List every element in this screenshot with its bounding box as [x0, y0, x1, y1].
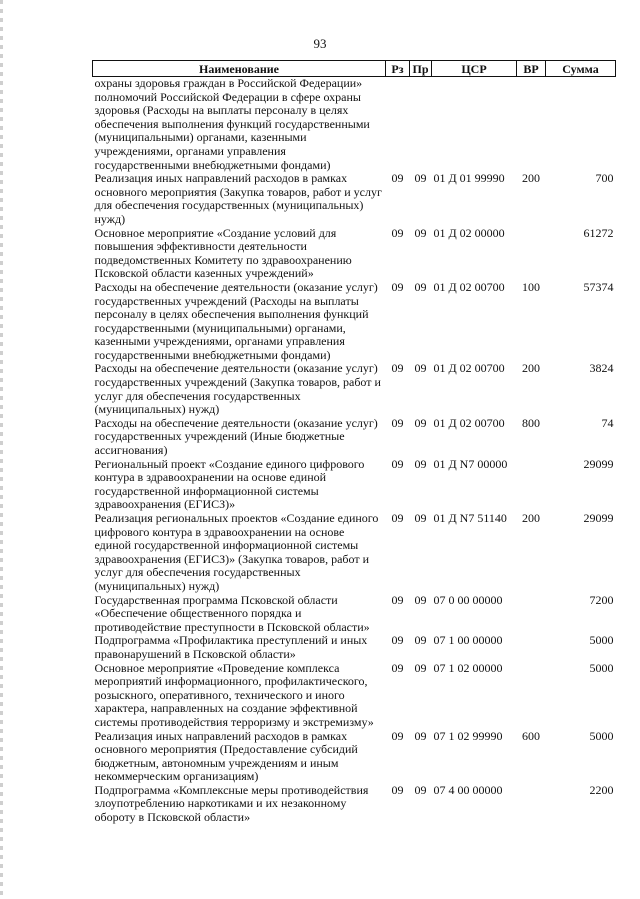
row-vr: 200: [522, 511, 540, 525]
row-csr: [432, 77, 517, 173]
row-vr: [517, 784, 546, 825]
row-csr: 07 1 02 99990: [433, 728, 503, 743]
row-rz: 09: [391, 728, 404, 743]
header-name: Наименование: [93, 61, 386, 77]
row-sum: 2200: [589, 782, 614, 797]
row-name: Расходы на обеспечение деятельности (оказание услуг) государственных учреждений (Расходы на выплаты персоналу в целях обеспечения выполнения функций государственными (муниципальными) органами, казенными учреждениями, органами управления государственными внебюджетными фондами): [94, 279, 378, 362]
row-pr: 09: [414, 415, 427, 430]
row-name: Реализация иных направлений расходов в рамках основного мероприятия (Предоставление субсидий бюджетным, автономным учреждениям и иным некоммерческим организациям): [94, 728, 358, 784]
row-vr: 800: [522, 415, 540, 430]
row-rz: 09: [391, 456, 404, 471]
row-sum: 74: [601, 415, 614, 430]
row-csr: 07 1 02 00000: [433, 660, 503, 675]
row-vr: [517, 594, 546, 635]
header-sum: Сумма: [546, 61, 616, 77]
row-vr: 600: [522, 728, 540, 743]
row-sum: 29099: [583, 456, 614, 471]
table-row: [93, 227, 616, 281]
row-name: Основное мероприятие «Создание условий для повышения эффективности деятельности подведомственных Комитету по здравоохранению Псковской области казенных учреждений»: [94, 225, 352, 281]
table-row: [93, 417, 616, 458]
row-rz: 09: [391, 361, 404, 376]
row-sum: 29099: [583, 511, 614, 525]
row-vr: [517, 227, 546, 281]
row-vr: [517, 458, 546, 512]
row-pr: 09: [414, 279, 427, 294]
row-rz: 09: [391, 511, 404, 525]
row-sum: [546, 77, 616, 173]
row-rz: 09: [391, 279, 404, 294]
row-rz: 09: [391, 225, 404, 240]
row-vr: 100: [522, 279, 540, 294]
row-pr: 09: [414, 592, 427, 607]
row-csr: 01 Д N7 51140: [433, 511, 507, 525]
row-csr: 01 Д N7 00000: [433, 456, 508, 471]
row-sum: 3824: [589, 361, 614, 376]
row-rz: [386, 77, 410, 173]
row-vr: [517, 634, 546, 661]
row-name: Подпрограмма «Комплексные меры противодействия злоупотреблению наркотиками и их незаконному обороту в Псковской области»: [94, 782, 369, 825]
table-row: [93, 730, 616, 784]
row-name: охраны здоровья граждан в Российской Федерации» полномочий Российской Федерации в сфере охраны здоровья (Расходы на выплаты персоналу в целях обеспечения выполнения функций государственными (муниципальными) органами, казенными учреждениями, органами управления государственными внебюджетными фондами): [94, 76, 370, 172]
row-name: Реализация региональных проектов «Создание единого цифрового контура в здравоохранении на основе единой государственной информационной системы здравоохранения (ЕГИСЗ)» (Закупка товаров, работ и услуг для обеспечения государственных (муниципальных) нужд): [94, 511, 379, 593]
row-name: Государственная программа Псковской области «Обеспечение общественного порядка и противодействие преступности в Псковской области»: [94, 592, 370, 634]
budget-table: [92, 60, 616, 825]
table-row: [93, 634, 616, 661]
table-row: [93, 172, 616, 226]
row-vr: 200: [522, 171, 540, 186]
row-rz: 09: [391, 633, 404, 648]
row-csr: 07 1 00 00000: [433, 633, 503, 648]
header-csr: ЦСР: [432, 61, 517, 77]
row-pr: 09: [414, 361, 427, 376]
row-rz: 09: [391, 782, 404, 797]
row-name: Региональный проект «Создание единого цифрового контура в здравоохранении на основе единой государственной информационной системы здравоохранения (ЕГИСЗ)»: [94, 456, 365, 512]
row-pr: 09: [414, 511, 427, 525]
row-sum: 5000: [589, 728, 614, 743]
header-pr: Пр: [410, 61, 432, 77]
row-csr: 01 Д 01 99990: [433, 171, 505, 186]
table-row: [93, 281, 616, 363]
row-rz: 09: [391, 415, 404, 430]
row-name: Подпрограмма «Профилактика преступлений и иных правонарушений в Псковской области»: [94, 633, 368, 661]
header-vr: ВР: [517, 61, 546, 77]
row-csr: 07 4 00 00000: [433, 782, 503, 797]
row-name: Расходы на обеспечение деятельности (оказание услуг) государственных учреждений (Иные бюджетные ассигнования): [94, 415, 378, 458]
row-rz: 09: [391, 592, 404, 607]
table-row: [93, 458, 616, 512]
row-vr: [517, 77, 546, 173]
row-vr: [517, 662, 546, 730]
row-sum: 5000: [589, 660, 614, 675]
scan-edge: [0, 0, 3, 899]
row-rz: 09: [391, 171, 404, 186]
table-row: [93, 362, 616, 416]
row-csr: 01 Д 02 00000: [433, 225, 505, 240]
row-pr: 09: [414, 456, 427, 471]
row-csr: 01 Д 02 00700: [433, 361, 505, 376]
table-row: [93, 512, 616, 594]
row-pr: 09: [414, 782, 427, 797]
row-csr: 01 Д 02 00700: [433, 415, 505, 430]
table-header-row: [93, 61, 616, 77]
header-rz: Рз: [386, 61, 410, 77]
page-number: 93: [313, 36, 327, 51]
row-pr: 09: [414, 728, 427, 743]
row-rz: 09: [391, 660, 404, 675]
row-name: Основное мероприятие «Проведение комплекса мероприятий информационного, профилактического, розыскного, оперативного, технического и иного характера, направленных на создание эффективной системы противодействия терроризму и экстремизму»: [94, 660, 374, 729]
row-vr: 200: [522, 361, 540, 376]
table-row: [93, 784, 616, 825]
row-pr: 09: [414, 660, 427, 675]
row-sum: 57374: [583, 279, 614, 294]
row-csr: 01 Д 02 00700: [433, 279, 505, 294]
row-pr: [410, 77, 432, 173]
table-row: [93, 662, 616, 730]
table-row: [93, 594, 616, 635]
row-pr: 09: [414, 633, 427, 648]
row-pr: 09: [414, 171, 427, 186]
row-name: Расходы на обеспечение деятельности (оказание услуг) государственных учреждений (Закупка товаров, работ и услуг для обеспечения государственных (муниципальных) нужд): [94, 361, 381, 417]
row-sum: 7200: [589, 592, 614, 607]
table-row: [93, 77, 616, 173]
row-sum: 61272: [583, 225, 614, 240]
row-pr: 09: [414, 225, 427, 240]
row-csr: 07 0 00 00000: [433, 592, 503, 607]
row-name: Реализация иных направлений расходов в рамках основного мероприятия (Закупка товаров, работ и услуг для обеспечения государственных (муниципальных) нужд): [94, 171, 382, 226]
row-sum: 5000: [589, 633, 614, 648]
row-sum: 700: [595, 171, 614, 186]
